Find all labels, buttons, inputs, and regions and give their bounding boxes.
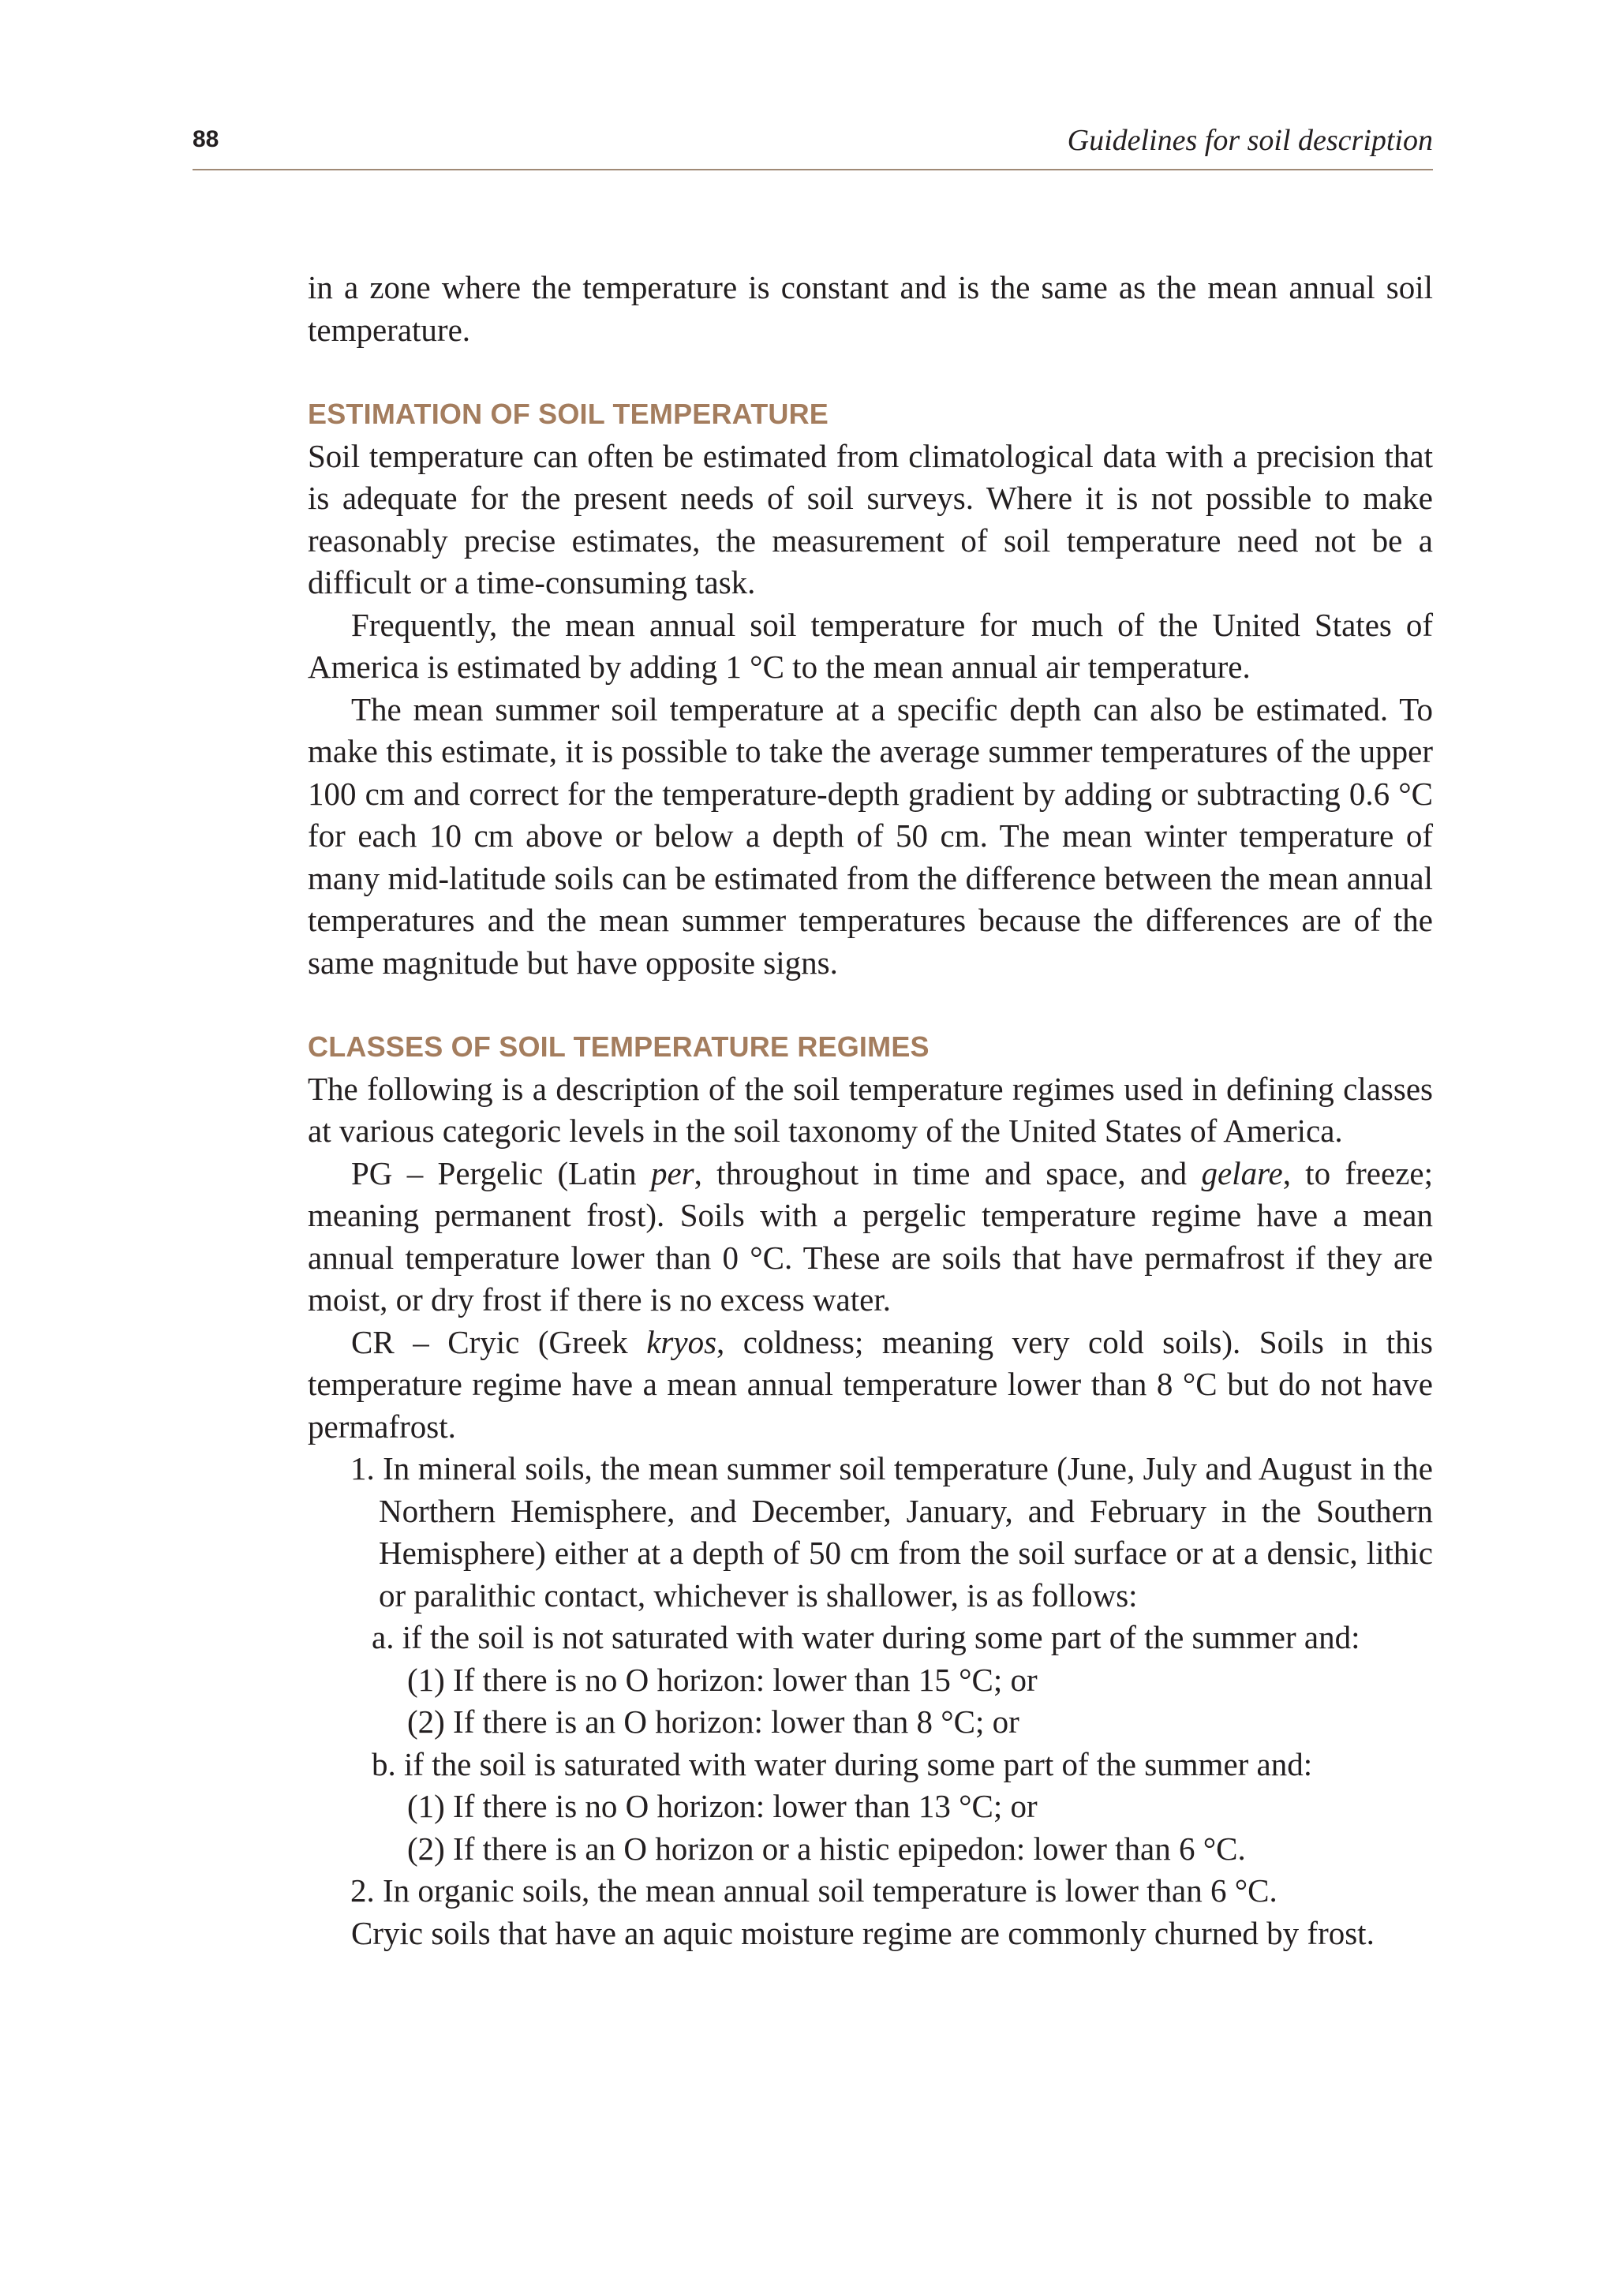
estimation-paragraph-2: Frequently, the mean annual soil temperature for much of the United States of America is estimated by adding 1 °C to the mean annual air temperature. [308, 606, 1433, 685]
list-item-a2: (2) If there is an O horizon: lower than 8 °C; or [407, 1703, 1019, 1740]
section-heading-estimation: ESTIMATION OF SOIL TEMPERATURE [308, 398, 829, 430]
pergelic-paragraph: PG – Pergelic (Latin per, throughout in time and space, and gelare, to freeze; meaning permanent frost). Soils with a pergelic temperature regime have a mean annual temperature lower than 0 °C. These are soils that have permafrost if they are moist, or dry frost if there is no excess water. [308, 1154, 1433, 1318]
list-item-organic-soils: 2. In organic soils, the mean annual soil temperature is lower than 6 °C. [350, 1872, 1277, 1909]
section-heading-classes: CLASSES OF SOIL TEMPERATURE REGIMES [308, 1030, 930, 1063]
running-title: Guidelines for soil description [1067, 124, 1433, 157]
list-item-b2: (2) If there is an O horizon or a histic epipedon: lower than 6 °C. [407, 1830, 1246, 1867]
page-header [193, 118, 1433, 170]
intro-paragraph: in a zone where the temperature is constant and is the same as the mean annual soil temperature. [308, 269, 1433, 348]
list-item-b1: (1) If there is no O horizon: lower than 13 °C; or [407, 1788, 1038, 1824]
estimation-paragraph-3: The mean summer soil temperature at a specific depth can also be estimated. To make this estimate, it is possible to take the average summer temperatures of the upper 100 cm and correct for the temperature-depth gradient by adding or subtracting 0.6 °C for each 10 cm above or below a depth of 50 cm. The mean winter temperature of many mid-latitude soils can be estimated from the difference between the mean annual temperatures and the mean summer temperatures because the differences are of the same magnitude but have opposite signs. [308, 690, 1433, 981]
body-text [308, 267, 1433, 1954]
cryic-paragraph: CR – Cryic (Greek kryos, coldness; meaning very cold soils). Soils in this temperature regime have a mean annual temperature lower than 8 °C but do not have permafrost. [308, 1323, 1433, 1445]
list-item-b: b. if the soil is saturated with water during some part of the summer and: [372, 1745, 1313, 1782]
list-item-a1: (1) If there is no O horizon: lower than 15 °C; or [407, 1661, 1038, 1698]
classes-paragraph-1: The following is a description of the soil temperature regimes used in defining classes at various categoric levels in the soil taxonomy of the United States of America. [308, 1070, 1433, 1149]
page-number: 88 [193, 126, 219, 152]
list-item-a: a. if the soil is not saturated with water during some part of the summer and: [372, 1619, 1360, 1655]
estimation-paragraph-1: Soil temperature can often be estimated from climatological data with a precision that is adequate for the present needs of soil surveys. Where it is not possible to make reasonably precise estimates, the measurement of soil temperature need not be a difficult or a time-consuming task. [308, 437, 1433, 600]
closing-paragraph: Cryic soils that have an aquic moisture regime are commonly churned by frost. [351, 1914, 1375, 1951]
list-item-mineral-soils: 1. In mineral soils, the mean summer soil temperature (June, July and August in the Northern Hemisphere, and December, January, and February in the Southern Hemisphere) either at a depth of 50 cm from the soil surface or at a densic, lithic or paralithic contact, whichever is shallower, is as follows: [350, 1450, 1433, 1614]
